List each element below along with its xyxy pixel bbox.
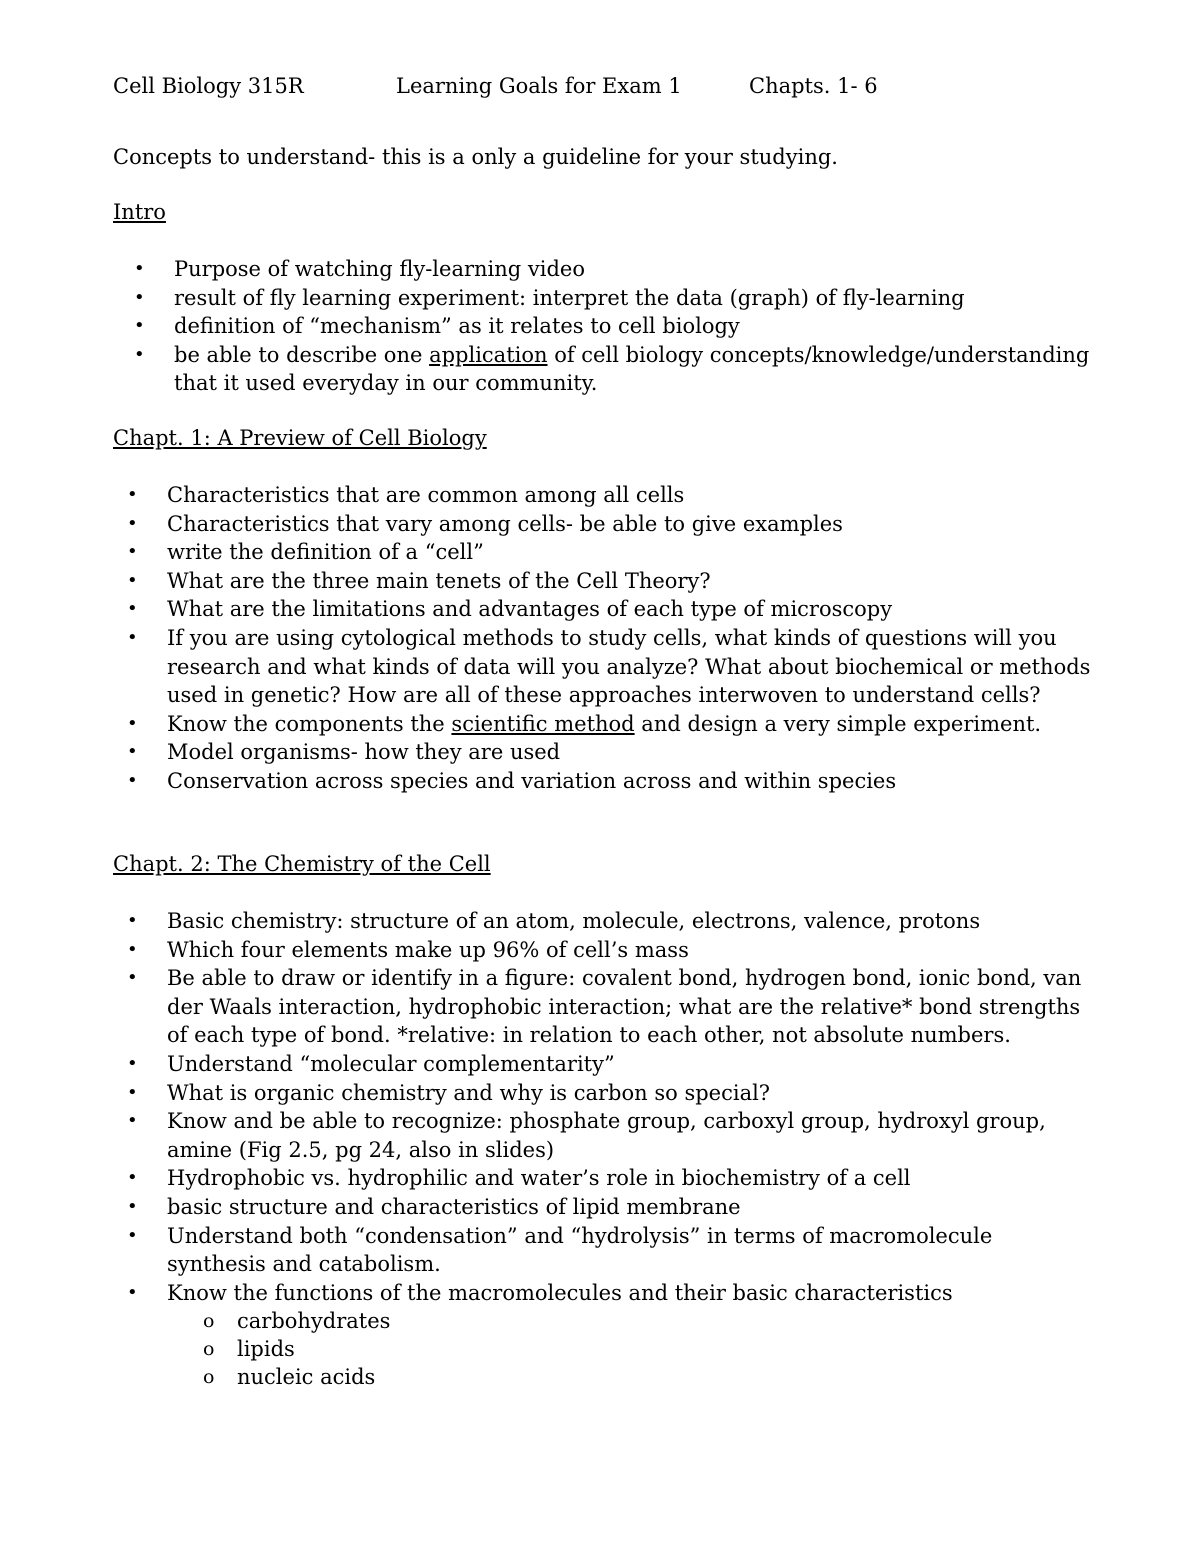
underlined-term: scientific method: [451, 711, 635, 736]
circle-bullet-icon: o: [203, 1310, 215, 1333]
sub-list-item-text: lipids: [237, 1337, 295, 1362]
bullet-icon: •: [127, 769, 138, 791]
sub-list: [167, 1307, 1092, 1391]
bullet-icon: •: [127, 910, 138, 931]
bullet-icon: •: [127, 741, 138, 763]
bullet-icon: •: [134, 315, 145, 337]
list-item-text: Characteristics that vary among cells- be able to give examples: [167, 511, 843, 536]
list-item-text: write the definition of a “cell”: [167, 540, 484, 565]
bullet-icon: •: [134, 258, 145, 279]
list-item-text: What is organic chemistry and why is carbon so special?: [167, 1080, 771, 1105]
bullet-icon: •: [127, 1195, 138, 1217]
bullet-icon: •: [127, 598, 138, 620]
list-item: [127, 964, 1092, 1050]
sub-list-item: [167, 1307, 1092, 1335]
bullet-icon: •: [127, 712, 138, 734]
list-item: [127, 481, 1097, 510]
document-title: Learning Goals for Exam 1: [396, 74, 682, 98]
list-item: [127, 510, 1097, 539]
list-item-text: basic structure and characteristics of lipid membrane: [167, 1194, 741, 1219]
list-item-text: Understand “molecular complementarity”: [167, 1051, 615, 1076]
bullet-icon: •: [127, 512, 138, 534]
list-item: [127, 936, 1092, 965]
chapt2-list: [127, 907, 1092, 1391]
bullet-icon: •: [127, 541, 138, 563]
bullet-icon: •: [127, 1281, 138, 1303]
list-item-text: What are the limitations and advantages of each type of microscopy: [167, 597, 893, 622]
chapt1-list: [127, 481, 1097, 796]
circle-bullet-icon: o: [203, 1338, 215, 1361]
list-item-text: Know the functions of the macromolecules and their basic characteristics: [167, 1280, 953, 1305]
list-item-text: Hydrophobic vs. hydrophilic and water’s role in biochemistry of a cell: [167, 1166, 911, 1191]
bullet-icon: •: [134, 286, 145, 308]
list-item: [134, 284, 1094, 313]
list-item: [127, 567, 1097, 596]
sub-list-item: [167, 1335, 1092, 1363]
list-item-text: Which four elements make up 96% of cell’s mass: [167, 937, 689, 962]
list-item: [134, 341, 1094, 398]
list-item-text-post: of cell biology concepts/knowledge/understanding that it used everyday in our community.: [174, 342, 1090, 396]
list-item-text-pre: be able to describe one: [174, 342, 430, 367]
list-item-text: [167, 712, 1041, 736]
list-item-text: Purpose of watching fly-learning video: [174, 257, 585, 281]
list-item: [127, 907, 1092, 936]
circle-bullet-icon: o: [203, 1366, 215, 1389]
section-heading-chapt1: Chapt. 1: A Preview of Cell Biology: [113, 426, 487, 450]
bullet-icon: •: [127, 484, 138, 505]
bullet-icon: •: [127, 626, 138, 648]
intro-list: [134, 255, 1094, 398]
list-item-text-post: and design a very simple experiment.: [634, 711, 1042, 736]
list-item: [127, 1279, 1092, 1392]
list-item-text: result of fly learning experiment: interpret the data (graph) of fly-learning: [174, 285, 965, 310]
list-item-text: Understand both “condensation” and “hydrolysis” in terms of macromolecule synthesis and catabolism.: [167, 1223, 993, 1277]
list-item-text: Be able to draw or identify in a figure: covalent bond, hydrogen bond, ionic bond, van der Waals interaction, hydrophobic interaction; what are the relative* bond strengths of each type of bond. *relative: in relation to each other, not absolute numbers.: [167, 966, 1082, 1048]
list-item: [127, 1193, 1092, 1222]
intro-text: Concepts to understand- this is a only a guideline for your studying.: [113, 145, 838, 169]
list-item: [127, 624, 1097, 710]
list-item: [127, 738, 1097, 767]
bullet-icon: •: [127, 967, 138, 989]
list-item: [134, 312, 1094, 341]
bullet-icon: •: [127, 1167, 138, 1189]
list-item: [127, 1107, 1092, 1164]
bullet-icon: •: [127, 1110, 138, 1132]
list-item: [127, 1050, 1092, 1079]
list-item: [127, 710, 1097, 739]
bullet-icon: •: [127, 1081, 138, 1103]
list-item-text: What are the three main tenets of the Cell Theory?: [167, 568, 711, 593]
bullet-icon: •: [134, 343, 145, 365]
document-header: [113, 72, 1140, 102]
list-item: [127, 538, 1097, 567]
sub-list-item-text: nucleic acids: [237, 1365, 376, 1390]
sub-list-item-text: carbohydrates: [237, 1309, 391, 1334]
list-item-text-pre: Know the components the: [167, 711, 452, 736]
list-item: [127, 1164, 1092, 1193]
list-item-text: If you are using cytological methods to study cells, what kinds of questions will you research and what kinds of data will you analyze? What about biochemical or methods used in genetic? How are all of these approaches interwoven to understand cells?: [167, 625, 1091, 708]
course-name: Cell Biology 315R: [113, 74, 304, 98]
list-item-text: Know and be able to recognize: phosphate group, carboxyl group, hydroxyl group, amine (Fig 2.5, pg 24, also in slides): [167, 1109, 1046, 1162]
list-item: [127, 767, 1097, 796]
sub-list-item: [167, 1363, 1092, 1391]
bullet-icon: •: [127, 938, 138, 960]
bullet-icon: •: [127, 569, 138, 591]
list-item-text: Basic chemistry: structure of an atom, molecule, electrons, valence, protons: [167, 909, 981, 933]
list-item-text: Characteristics that are common among all cells: [167, 483, 685, 507]
bullet-icon: •: [127, 1052, 138, 1074]
list-item: [134, 255, 1094, 284]
list-item-text: [174, 343, 1089, 396]
list-item: [127, 1079, 1092, 1108]
list-item: [127, 595, 1097, 624]
section-heading-chapt2: Chapt. 2: The Chemistry of the Cell: [113, 852, 491, 876]
chapter-range: Chapts. 1- 6: [749, 74, 878, 98]
section-heading-intro: Intro: [113, 200, 166, 224]
bullet-icon: •: [127, 1224, 138, 1246]
list-item-text: definition of “mechanism” as it relates to cell biology: [174, 314, 740, 339]
list-item-text: Model organisms- how they are used: [167, 740, 561, 765]
list-item-text: Conservation across species and variation across and within species: [167, 768, 897, 793]
list-item: [127, 1222, 1092, 1279]
underlined-term: application: [429, 342, 548, 367]
